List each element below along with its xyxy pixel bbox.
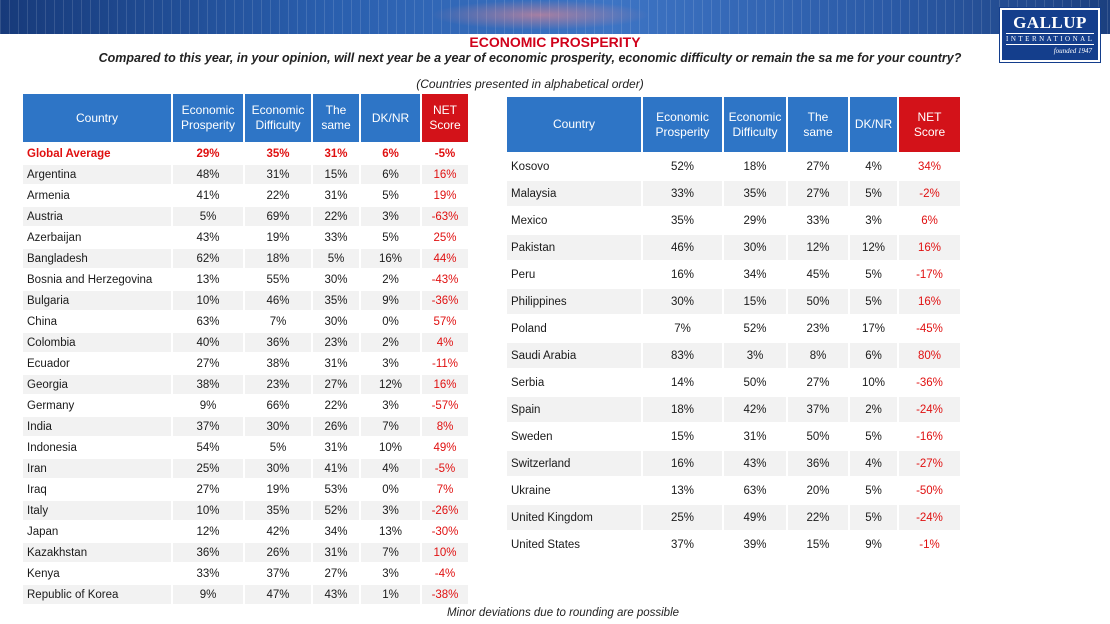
- cell-difficulty: 37%: [266, 567, 290, 580]
- table-row: [23, 459, 468, 478]
- table-row: [23, 165, 468, 184]
- cell-country: Azerbaijan: [27, 231, 82, 244]
- cell-net: -2%: [899, 181, 960, 206]
- cell-dknr: 3%: [361, 501, 420, 520]
- cell-same: 23%: [313, 333, 359, 352]
- banner-glow: [430, 0, 650, 30]
- cell-net: 10%: [422, 543, 468, 562]
- cell-difficulty: 42%: [724, 397, 786, 422]
- cell-dknr: 9%: [865, 538, 882, 551]
- cell-same: 27%: [806, 160, 830, 173]
- cell-same: 34%: [324, 525, 348, 538]
- column-header-difficulty: Economic Difficulty: [724, 97, 786, 152]
- cell-net: -27%: [899, 451, 960, 476]
- cell-country: Pakistan: [507, 235, 641, 260]
- cell-country: Bangladesh: [23, 249, 171, 268]
- cell-prosperity: 62%: [173, 249, 243, 268]
- cell-net: 25%: [433, 231, 457, 244]
- cell-prosperity: 18%: [643, 397, 722, 422]
- cell-prosperity: 37%: [670, 538, 695, 551]
- cell-difficulty: 69%: [245, 207, 311, 226]
- column-header-dknr: DK/NR: [361, 94, 420, 142]
- cell-dknr: 3%: [382, 399, 399, 412]
- cell-same: 30%: [324, 273, 348, 286]
- table-row: [23, 228, 468, 247]
- cell-net: -17%: [916, 268, 943, 281]
- cell-net: 6%: [921, 214, 938, 227]
- column-header-prosperity: Economic Prosperity: [643, 97, 722, 152]
- cell-dknr: 4%: [850, 451, 897, 476]
- cell-prosperity: 33%: [643, 181, 722, 206]
- cell-prosperity: 63%: [196, 315, 220, 328]
- cell-country: Kosovo: [511, 160, 550, 173]
- cell-dknr: 5%: [865, 484, 882, 497]
- cell-difficulty: 47%: [245, 585, 311, 604]
- cell-dknr: 4%: [865, 160, 882, 173]
- cell-net: -24%: [899, 505, 960, 530]
- table-row: [507, 181, 960, 206]
- cell-dknr: 6%: [361, 165, 420, 184]
- cell-prosperity: 7%: [674, 322, 691, 335]
- cell-difficulty: 39%: [743, 538, 767, 551]
- cell-same: 43%: [313, 585, 359, 604]
- cell-same: 22%: [788, 505, 848, 530]
- cell-dknr: 5%: [850, 289, 897, 314]
- cell-difficulty: 35%: [245, 501, 311, 520]
- cell-net: -5%: [434, 147, 456, 160]
- cell-prosperity: 25%: [643, 505, 722, 530]
- cell-same: 22%: [313, 207, 359, 226]
- cell-difficulty: 66%: [266, 399, 290, 412]
- cell-country: Armenia: [27, 189, 70, 202]
- cell-difficulty: 49%: [724, 505, 786, 530]
- cell-prosperity: 36%: [173, 543, 243, 562]
- table-row: [23, 375, 468, 394]
- cell-prosperity: 43%: [196, 231, 220, 244]
- cell-country: Colombia: [23, 333, 171, 352]
- column-header-same: The same: [788, 97, 848, 152]
- cell-same: 45%: [806, 268, 830, 281]
- cell-net: 57%: [433, 315, 457, 328]
- cell-country: India: [23, 417, 171, 436]
- column-header-prosperity: Economic Prosperity: [173, 94, 243, 142]
- cell-dknr: 4%: [361, 459, 420, 478]
- cell-same: 20%: [806, 484, 830, 497]
- cell-net: 16%: [899, 289, 960, 314]
- table-row: [507, 316, 960, 341]
- cell-country: Bosnia and Herzegovina: [27, 273, 153, 286]
- cell-same: 27%: [806, 376, 830, 389]
- cell-country: Switzerland: [507, 451, 641, 476]
- cell-country: Bulgaria: [23, 291, 171, 310]
- cell-net: 19%: [433, 189, 457, 202]
- cell-country: China: [27, 315, 58, 328]
- cell-dknr: 16%: [361, 249, 420, 268]
- table-row: [507, 424, 960, 449]
- cell-difficulty: 15%: [724, 289, 786, 314]
- cell-prosperity: 27%: [196, 357, 220, 370]
- cell-dknr: 6%: [850, 343, 897, 368]
- cell-same: 15%: [313, 165, 359, 184]
- column-header-net: NET Score: [899, 97, 960, 152]
- cell-net: -45%: [916, 322, 943, 335]
- results-table-right: [505, 95, 962, 559]
- table-row: [23, 417, 468, 436]
- cell-dknr: 3%: [865, 214, 882, 227]
- cell-same: 31%: [324, 189, 348, 202]
- cell-net: -38%: [422, 585, 468, 604]
- cell-country: Iran: [23, 459, 171, 478]
- cell-dknr: 9%: [361, 291, 420, 310]
- table-row: [23, 333, 468, 352]
- cell-difficulty: 35%: [266, 147, 290, 160]
- cell-dknr: 10%: [861, 376, 886, 389]
- cell-dknr: 0%: [382, 483, 399, 496]
- cell-prosperity: 30%: [643, 289, 722, 314]
- cell-same: 15%: [806, 538, 830, 551]
- cell-dknr: 1%: [361, 585, 420, 604]
- cell-difficulty: 23%: [245, 375, 311, 394]
- cell-prosperity: 83%: [643, 343, 722, 368]
- cell-dknr: 2%: [850, 397, 897, 422]
- cell-same: 50%: [788, 289, 848, 314]
- cell-dknr: 5%: [382, 231, 399, 244]
- cell-prosperity: 33%: [196, 567, 220, 580]
- cell-difficulty: 38%: [266, 357, 290, 370]
- cell-dknr: 5%: [382, 189, 399, 202]
- cell-prosperity: 25%: [173, 459, 243, 478]
- cell-country: Global Average: [27, 147, 111, 160]
- cell-dknr: 6%: [382, 147, 399, 160]
- header-banner: [0, 0, 1110, 34]
- table-row: [23, 396, 468, 415]
- cell-difficulty: 34%: [743, 268, 767, 281]
- survey-question: Compared to this year, in your opinion, will next year be a year of economic prosperity, economic difficulty or remain the sa me for your country?: [98, 51, 962, 65]
- table-row: [23, 312, 468, 331]
- cell-net: -16%: [916, 430, 943, 443]
- cell-country: Sweden: [511, 430, 553, 443]
- cell-country: Kazakhstan: [23, 543, 171, 562]
- cell-difficulty: 7%: [269, 315, 287, 328]
- cell-same: 31%: [324, 441, 348, 454]
- table-row: [507, 451, 960, 476]
- cell-country: Poland: [511, 322, 547, 335]
- cell-same: 52%: [313, 501, 359, 520]
- cell-dknr: 3%: [361, 207, 420, 226]
- cell-country: Iraq: [27, 483, 47, 496]
- cell-net: -26%: [422, 501, 468, 520]
- cell-difficulty: 3%: [724, 343, 786, 368]
- logo-line3: founded 1947: [1053, 47, 1092, 55]
- cell-same: 53%: [324, 483, 348, 496]
- cell-dknr: 2%: [382, 273, 399, 286]
- table-row: [507, 397, 960, 422]
- table-row: [507, 370, 960, 395]
- cell-prosperity: 29%: [196, 147, 220, 160]
- cell-dknr: 17%: [861, 322, 886, 335]
- cell-country: United Kingdom: [507, 505, 641, 530]
- cell-difficulty: 52%: [743, 322, 767, 335]
- cell-country: United States: [511, 538, 581, 551]
- table-row: [507, 505, 960, 530]
- cell-net: -36%: [422, 291, 468, 310]
- cell-difficulty: 30%: [724, 235, 786, 260]
- cell-prosperity: 12%: [196, 525, 220, 538]
- rounding-footnote: Minor deviations due to rounding are possible: [446, 607, 680, 619]
- cell-net: -57%: [431, 399, 459, 412]
- table-row: [23, 501, 468, 520]
- cell-country: Indonesia: [27, 441, 77, 454]
- page-title: ECONOMIC PROSPERITY: [469, 34, 641, 50]
- cell-same: 41%: [313, 459, 359, 478]
- cell-dknr: 10%: [378, 441, 403, 454]
- cell-net: 16%: [422, 375, 468, 394]
- column-header-net: NET Score: [422, 94, 468, 142]
- column-header-difficulty: Economic Difficulty: [245, 94, 311, 142]
- table-row: [23, 522, 468, 541]
- table-row: [507, 154, 960, 179]
- cell-dknr: 5%: [850, 505, 897, 530]
- cell-same: 5%: [313, 249, 359, 268]
- table-row: [507, 532, 960, 557]
- cell-same: 50%: [806, 430, 830, 443]
- cell-net: 44%: [422, 249, 468, 268]
- column-header-country: Country: [507, 97, 641, 152]
- cell-same: 27%: [788, 181, 848, 206]
- cell-country: Georgia: [23, 375, 171, 394]
- table-row: [507, 208, 960, 233]
- cell-same: 27%: [324, 567, 348, 580]
- cell-prosperity: 38%: [173, 375, 243, 394]
- table-row: [23, 543, 468, 562]
- cell-dknr: 5%: [865, 268, 882, 281]
- table-row: [23, 270, 468, 289]
- cell-prosperity: 54%: [196, 441, 220, 454]
- cell-dknr: 12%: [361, 375, 420, 394]
- cell-prosperity: 52%: [670, 160, 695, 173]
- cell-country: Republic of Korea: [23, 585, 171, 604]
- cell-net: -11%: [432, 357, 458, 370]
- table-row: [507, 343, 960, 368]
- cell-dknr: 7%: [361, 543, 420, 562]
- cell-dknr: 3%: [382, 567, 399, 580]
- cell-difficulty: 30%: [245, 417, 311, 436]
- table-row: [507, 235, 960, 260]
- cell-country: Peru: [511, 268, 536, 281]
- cell-country: Austria: [23, 207, 171, 226]
- cell-country: Serbia: [511, 376, 545, 389]
- cell-same: 30%: [324, 315, 348, 328]
- cell-prosperity: 13%: [670, 484, 695, 497]
- table-row: [23, 291, 468, 310]
- table-row: [23, 480, 468, 499]
- column-header-country: Country: [23, 94, 171, 142]
- cell-country: Mexico: [511, 214, 548, 227]
- cell-same: 33%: [806, 214, 830, 227]
- cell-net: -1%: [919, 538, 940, 551]
- ordering-note: (Countries presented in alphabetical order): [416, 77, 644, 91]
- cell-prosperity: 16%: [643, 451, 722, 476]
- cell-same: 23%: [806, 322, 830, 335]
- cell-country: Kenya: [27, 567, 60, 580]
- cell-prosperity: 41%: [196, 189, 220, 202]
- cell-country: Germany: [27, 399, 75, 412]
- cell-difficulty: 5%: [269, 441, 287, 454]
- table-row: [23, 438, 468, 457]
- cell-country: Italy: [23, 501, 171, 520]
- cell-prosperity: 35%: [670, 214, 695, 227]
- column-header-same: The same: [313, 94, 359, 142]
- cell-difficulty: 46%: [245, 291, 311, 310]
- cell-prosperity: 10%: [173, 501, 243, 520]
- table-row: [23, 564, 468, 583]
- cell-dknr: 7%: [361, 417, 420, 436]
- cell-difficulty: 43%: [724, 451, 786, 476]
- cell-prosperity: 16%: [670, 268, 695, 281]
- table-header-row: [507, 97, 960, 152]
- cell-difficulty: 18%: [743, 160, 767, 173]
- table-row: [23, 186, 468, 205]
- cell-net: -63%: [422, 207, 468, 226]
- cell-same: 26%: [313, 417, 359, 436]
- cell-difficulty: 31%: [743, 430, 767, 443]
- cell-net: 7%: [436, 483, 454, 496]
- table-header-row: [23, 94, 468, 142]
- cell-prosperity: 15%: [670, 430, 695, 443]
- cell-difficulty: 30%: [245, 459, 311, 478]
- cell-dknr: 5%: [865, 430, 882, 443]
- cell-country: Japan: [27, 525, 59, 538]
- cell-prosperity: 27%: [196, 483, 220, 496]
- cell-net: 16%: [899, 235, 960, 260]
- cell-difficulty: 31%: [245, 165, 311, 184]
- table-row: [23, 354, 468, 373]
- results-table-left: [21, 92, 470, 606]
- cell-same: 33%: [324, 231, 348, 244]
- cell-same: 8%: [788, 343, 848, 368]
- cell-difficulty: 63%: [743, 484, 767, 497]
- cell-difficulty: 22%: [266, 189, 290, 202]
- cell-net: -43%: [431, 273, 459, 286]
- cell-net: -36%: [916, 376, 943, 389]
- cell-difficulty: 35%: [724, 181, 786, 206]
- cell-dknr: 2%: [361, 333, 420, 352]
- cell-same: 22%: [324, 399, 348, 412]
- cell-difficulty: 42%: [266, 525, 290, 538]
- cell-country: Spain: [507, 397, 641, 422]
- cell-prosperity: 37%: [173, 417, 243, 436]
- cell-difficulty: 36%: [245, 333, 311, 352]
- cell-prosperity: 14%: [670, 376, 695, 389]
- table-row: [507, 262, 960, 287]
- cell-dknr: 5%: [850, 181, 897, 206]
- table-row: [507, 289, 960, 314]
- cell-same: 31%: [324, 357, 348, 370]
- logo-line2: INTERNATIONAL: [1006, 35, 1095, 43]
- cell-same: 37%: [788, 397, 848, 422]
- global-average-row: [23, 144, 468, 163]
- cell-same: 35%: [313, 291, 359, 310]
- cell-prosperity: 48%: [173, 165, 243, 184]
- cell-same: 31%: [313, 543, 359, 562]
- cell-dknr: 0%: [382, 315, 399, 328]
- cell-net: -24%: [899, 397, 960, 422]
- cell-same: 36%: [788, 451, 848, 476]
- cell-country: Argentina: [23, 165, 171, 184]
- cell-dknr: 12%: [850, 235, 897, 260]
- cell-same: 31%: [324, 147, 348, 160]
- cell-prosperity: 9%: [173, 585, 243, 604]
- table-row: [507, 478, 960, 503]
- cell-difficulty: 19%: [266, 483, 290, 496]
- cell-country: Philippines: [507, 289, 641, 314]
- cell-net: 8%: [422, 417, 468, 436]
- cell-country: Ecuador: [27, 357, 70, 370]
- cell-difficulty: 19%: [266, 231, 290, 244]
- cell-difficulty: 50%: [743, 376, 767, 389]
- cell-difficulty: 55%: [266, 273, 290, 286]
- cell-net: 4%: [422, 333, 468, 352]
- cell-dknr: 3%: [382, 357, 399, 370]
- cell-prosperity: 13%: [196, 273, 220, 286]
- cell-net: -4%: [434, 567, 456, 580]
- cell-country: Saudi Arabia: [507, 343, 641, 368]
- cell-prosperity: 5%: [173, 207, 243, 226]
- table-row: [23, 207, 468, 226]
- cell-net: 80%: [899, 343, 960, 368]
- cell-difficulty: 26%: [245, 543, 311, 562]
- cell-difficulty: 18%: [245, 249, 311, 268]
- cell-prosperity: 10%: [173, 291, 243, 310]
- cell-net: -50%: [916, 484, 943, 497]
- cell-net: 16%: [422, 165, 468, 184]
- cell-dknr: 13%: [378, 525, 403, 538]
- cell-country: Ukraine: [511, 484, 551, 497]
- logo-line1: GALLUP: [1013, 13, 1087, 32]
- cell-difficulty: 29%: [743, 214, 767, 227]
- cell-country: Malaysia: [507, 181, 641, 206]
- cell-prosperity: 46%: [643, 235, 722, 260]
- cell-net: -5%: [422, 459, 468, 478]
- cell-prosperity: 40%: [173, 333, 243, 352]
- cell-net: 34%: [917, 160, 942, 173]
- cell-net: 49%: [433, 441, 457, 454]
- cell-net: -30%: [431, 525, 459, 538]
- cell-same: 27%: [313, 375, 359, 394]
- column-header-dknr: DK/NR: [850, 97, 897, 152]
- cell-prosperity: 9%: [199, 399, 217, 412]
- table-row: [23, 249, 468, 268]
- cell-same: 12%: [788, 235, 848, 260]
- table-row: [23, 585, 468, 604]
